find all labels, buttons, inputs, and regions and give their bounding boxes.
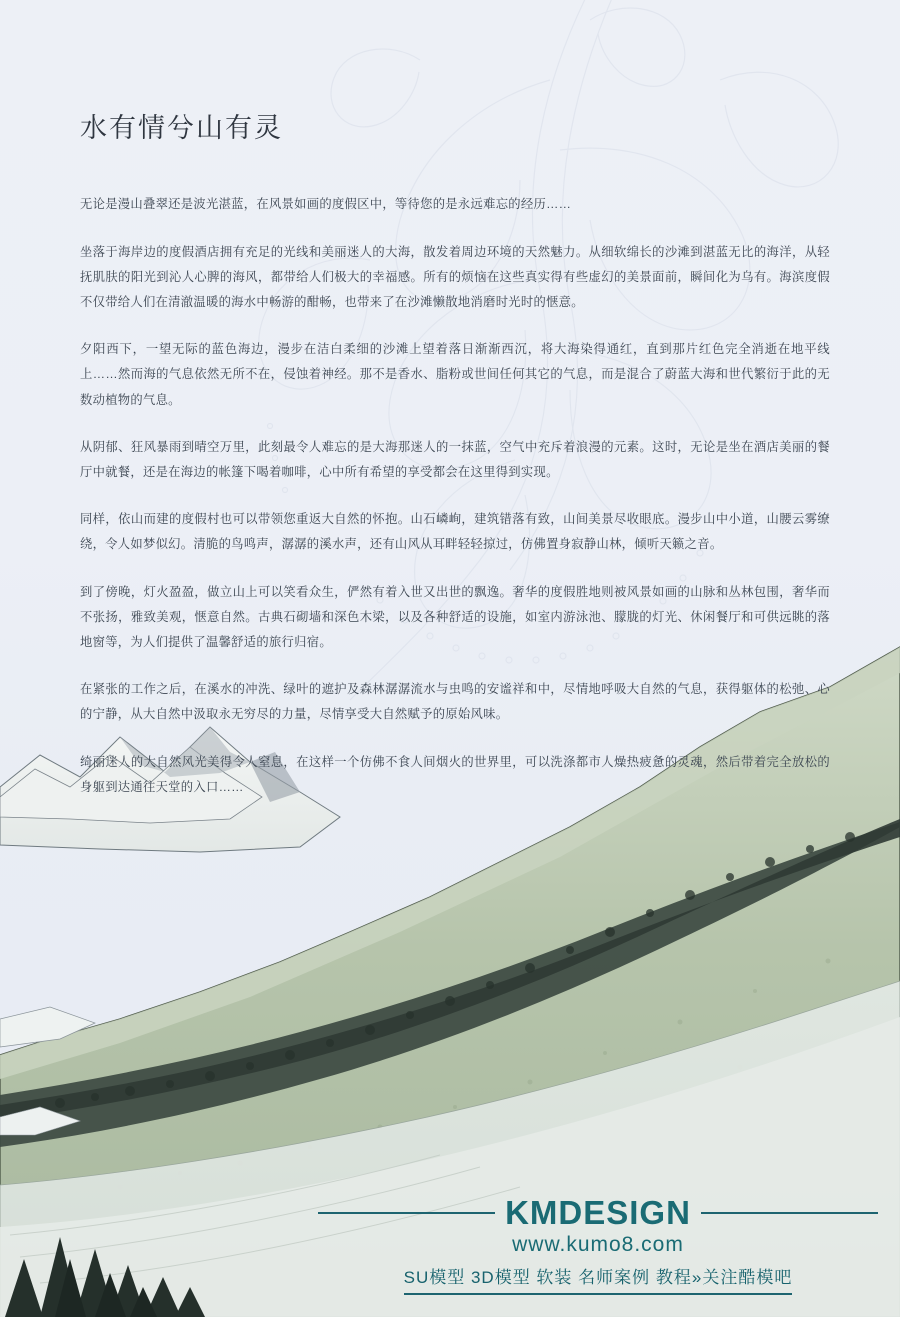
brand-rule-left: [318, 1212, 495, 1214]
brand-rule-right: [701, 1212, 878, 1214]
paragraph: 到了傍晚，灯火盈盈，做立山上可以笑看众生，俨然有着入世又出世的飘逸。奢华的度假胜地则被风景如画的山脉和丛林包围，奢华而不张扬，雅致美观，惬意自然。古典石砌墙和深色木梁，以及各种舒适的设施，如室内游泳池、朦胧的灯光、休闲餐厅和可供远眺的落地窗等，为人们提供了温馨舒适的旅行归宿。: [80, 584, 830, 650]
paragraph: 在紧张的工作之后，在溪水的冲洗、绿叶的遮护及森林潺潺流水与虫鸣的安谧祥和中，尽情地呼吸大自然的气息，获得躯体的松弛、心的宁静，从大自然中汲取永无穷尽的力量，尽情享受大自然赋予的原始风味。: [80, 682, 830, 722]
brand-name: KMDESIGN: [505, 1194, 691, 1231]
brand-name-row: [318, 1196, 878, 1229]
paragraph: 坐落于海岸边的度假酒店拥有充足的光线和美丽迷人的大海，散发着周边环境的天然魅力。从细软绵长的沙滩到湛蓝无比的海洋，从轻抚肌肤的阳光到沁人心脾的海风，都带给人们极大的幸福感。所有的烦恼在这些真实得有些虚幻的美景面前，瞬间化为乌有。海滨度假不仅带给人们在清澈温暖的海水中畅游的酣畅，也带来了在沙滩懒散地消磨时光时的惬意。: [80, 244, 830, 309]
paragraph: 绮丽迷人的大自然风光美得令人窒息，在这样一个仿佛不食人间烟火的世界里，可以洗涤都市人燥热疲惫的灵魂，然后带着完全放松的身躯到达通往天堂的入口……: [80, 754, 830, 794]
paragraph: 从阴郁、狂风暴雨到晴空万里，此刻最令人难忘的是大海那迷人的一抹蓝，空气中充斥着浪漫的元素。这时，无论是坐在酒店美丽的餐厅中就餐，还是在海边的帐篷下喝着咖啡，心中所有希望的享受都会在这里得到实现。: [80, 439, 830, 480]
branding-block: [318, 1196, 878, 1295]
paragraph: 夕阳西下，一望无际的蓝色海边，漫步在洁白柔细的沙滩上望着落日渐渐西沉，将大海染得通红，直到那片红色完全消逝在地平线上……然而海的气息依然无所不在，侵蚀着神经。那不是香水、脂粉或世间任何其它的气息，而是混合了蔚蓝大海和世代繁衍于此的无数动植物的气息。: [80, 342, 830, 407]
brand-url[interactable]: www.kumo8.com: [512, 1233, 684, 1256]
page-title: 水有情兮山有灵: [80, 113, 283, 143]
paragraph: 无论是漫山叠翠还是波光湛蓝，在风景如画的度假区中，等待您的是永远难忘的经历……: [80, 197, 572, 212]
article-content: [80, 112, 830, 822]
paragraph: 同样，依山而建的度假村也可以带领您重返大自然的怀抱。山石嶙峋，建筑错落有致，山间美景尽收眼底。漫步山中小道，山腰云雾缭绕，令人如梦似幻。清脆的鸟鸣声，潺潺的溪水声，还有山风从耳畔轻轻掠过，仿佛置身寂静山林，倾听天籁之音。: [80, 512, 830, 552]
brand-tagline: SU模型 3D模型 软装 名师案例 教程»关注酷模吧: [404, 1263, 793, 1295]
